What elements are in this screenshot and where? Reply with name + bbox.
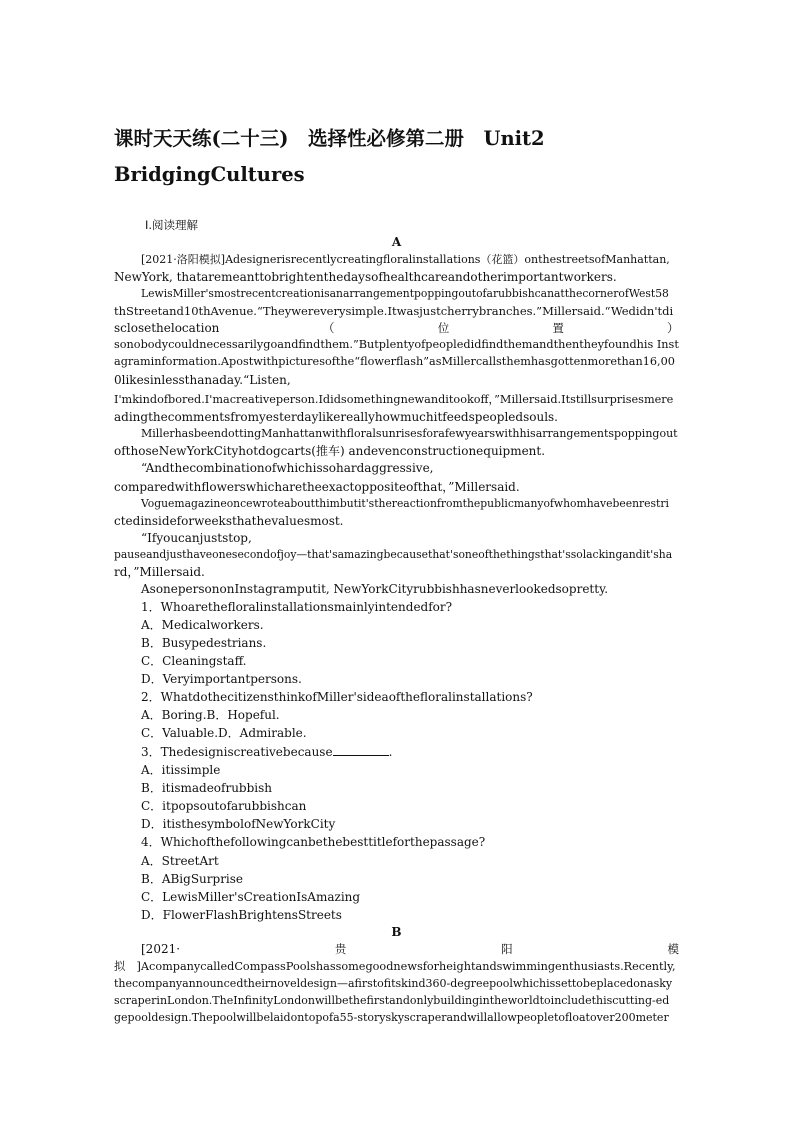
option-2cd: C．Valuable.D．Admirable.	[141, 726, 307, 740]
page-title: 课时天天练(二十三) 选择性必修第二册 Unit2	[114, 127, 545, 150]
question-4: 4．Whichofthefollowingcanbethebesttitleforthepassage?	[141, 835, 486, 849]
paragraph-line: pauseandjusthaveonesecondofjoy—that'samazingbecausethat'soneofthethingsthat'ssolackingandit'sha	[114, 548, 673, 561]
paragraph-line: scraperinLondon.TheInfinityLondonwillbethefirstandonlybuildingintheworldtoincludethiscutting-ed	[114, 994, 670, 1007]
paragraph-line: ofthoseNewYorkCityhotdogcarts(推车) andevenconstructionequipment.	[114, 444, 546, 458]
option-1b: B．Busypedestrians.	[141, 636, 267, 650]
option-1d: D．Veryimportantpersons.	[141, 672, 302, 686]
text-segment: ）	[666, 321, 679, 335]
paragraph-line: agraminformation.Apostwithpicturesofthe“flowerflash”asMillercallsthemhasgottenmorethan16,00	[114, 355, 675, 368]
paragraph-line: adingthecommentsfromyesterdaylikereallyhowmuchitfeedspeopledsouls.	[114, 410, 558, 424]
paragraph-line: NewYork, thataremeanttobrightenthedaysofhealthcareandotherimportantworkers.	[114, 270, 617, 284]
option-4c: C．LewisMiller'sCreationIsAmazing	[141, 890, 361, 904]
page-subtitle: BridgingCultures	[114, 163, 305, 186]
paragraph-line: AsonepersononInstagramputit, NewYorkCityrubbishhasneverlookedsopretty.	[141, 582, 609, 596]
passage-b-heading: B	[391, 925, 402, 939]
question-2: 2．WhatdothecitizensthinkofMiller'sideaofthefloralinstallations?	[141, 690, 533, 704]
paragraph-line: I'mkindofbored.I'macreativeperson.Ididsomethingnewanditookoff，”Millersaid.Itstillsurprisesmere	[114, 393, 674, 406]
paragraph-line: thStreetand10thAvenue.“Theywereverysimple.Itwasjustcherrybranches.”Millersaid.“Wedidn'tdi	[114, 304, 674, 318]
text-segment: 模	[667, 942, 679, 956]
question-3-end: .	[388, 745, 393, 759]
paragraph-line: comparedwithflowerswhicharetheexactoppositeofthat，”Millersaid.	[114, 480, 520, 494]
option-3d: D．itisthesymbolofNewYorkCity	[141, 817, 336, 831]
paragraph-line: “Andthecombinationofwhichissohardaggressive,	[141, 461, 434, 475]
option-4d: D．FlowerFlashBrightensStreets	[141, 908, 342, 922]
paragraph-line: Voguemagazineoncewroteaboutthimbutit'sthereactionfromthepublicmanyofwhomhavebeenrestri	[141, 497, 669, 510]
paragraph-line: “Ifyoucanjuststop,	[141, 531, 252, 545]
paragraph-line: sonobodycouldnecessarilygoandfindthem.”Butplentyofpeopledidfindthemandthentheyfoundhis Inst	[114, 338, 679, 351]
paragraph-line: gepooldesign.Thepoolwillbelaidontopofa55-storyskyscraperandwillallowpeopletofloatover200meter	[114, 1011, 669, 1024]
paragraph-line: 0likesinlessthanaday.“Listen,	[114, 373, 291, 387]
option-1c: C．Cleaningstaff.	[141, 654, 247, 668]
text-segment: 阳	[501, 942, 513, 956]
paragraph-line: ctedinsideforweeksthathevaluesmost.	[114, 514, 344, 528]
paragraph-line: rd，”Millersaid.	[114, 565, 205, 579]
paragraph-line: [2021·洛阳模拟]Adesignerisrecentlycreatingfloralinstallations（花篮）onthestreetsofManhattan,	[141, 253, 670, 266]
text-segment: [2021·	[141, 942, 181, 956]
option-1a: A．Medicalworkers.	[141, 618, 264, 632]
text-segment: 置	[552, 321, 564, 335]
question-3	[141, 745, 392, 759]
section-heading: Ⅰ.阅读理解	[145, 218, 199, 232]
question-1: 1．Whoarethefloralinstallationsmainlyintendedfor?	[141, 600, 453, 614]
paragraph-line: LewisMiller'smostrecentcreationisanarrangementpoppingoutofarubbishcanatthecornerofWest58	[141, 287, 669, 300]
question-3-text: 3．Thedesigniscreativebecause	[141, 745, 333, 759]
option-4b: B．ABigSurprise	[141, 872, 244, 886]
passage-a-heading: A	[391, 235, 402, 249]
option-3b: B．itismadeofrubbish	[141, 781, 273, 795]
text-segment: sclosethelocation	[114, 321, 220, 335]
paragraph-line: MillerhasbeendottingManhattanwithfloralsunrisesforafewyearswithhisarrangementspoppingout	[141, 427, 678, 440]
text-segment: 贵	[334, 942, 347, 956]
text-segment: 位	[437, 321, 450, 335]
paragraph-line: thecompanyannouncedtheirnoveldesign—afirstofitskind360-degreepoolwhichissettobeplacedonasky	[114, 977, 673, 990]
answer-blank	[333, 745, 389, 756]
paragraph-line-justified	[141, 942, 679, 956]
option-2ab: A．Boring.B．Hopeful.	[141, 708, 280, 722]
text-segment: （	[322, 321, 335, 335]
option-3a: A．itissimple	[141, 763, 221, 777]
paragraph-line-justified	[114, 321, 679, 335]
option-3c: C．itpopsoutofarubbishcan	[141, 799, 307, 813]
paragraph-line: 拟 ]AcompanycalledCompassPoolshassomegoodnewsforheightandswimmingenthusiasts.Recently,	[114, 960, 676, 973]
option-4a: A．StreetArt	[141, 854, 219, 868]
